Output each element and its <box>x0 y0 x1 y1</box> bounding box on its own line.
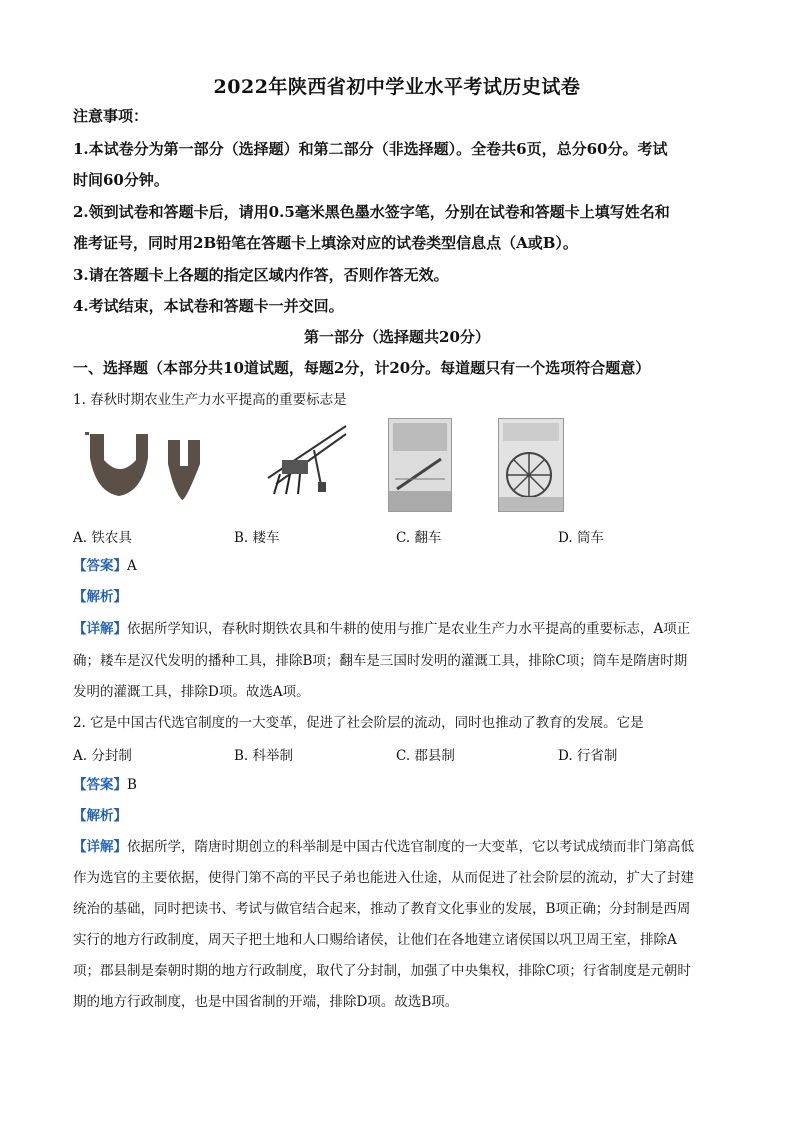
q2-analysis <box>73 806 723 826</box>
notice-line-2: 时间60分钟。 <box>73 171 169 189</box>
q2-detail-line-5: 项；郡县制是秦朝时期的地方行政制度，取代了分封制，加强了中央集权，排除C项；行省制度是元朝时 <box>73 963 691 979</box>
q1-option-a: A. 铁农具 <box>73 530 132 546</box>
section-title: 一、选择题（本部分共10道试题，每题2分，计20分。每道题只有一个选项符合题意） <box>73 359 651 377</box>
notice-line-5: 3.请在答题卡上各题的指定区域内作答，否则作答无效。 <box>73 266 449 284</box>
page-title: 2022年陕西省初中学业水平考试历史试卷 <box>213 76 581 98</box>
notice-line-6: 4.考试结束，本试卷和答题卡一并交回。 <box>73 297 344 315</box>
q1-detail-label: 【详解】 <box>73 621 127 637</box>
water-wheel-image <box>498 418 564 512</box>
q2-answer <box>73 775 723 795</box>
part-title: 第一部分（选择题共20分） <box>304 328 490 346</box>
q2-detail-line-4: 实行的地方行政制度，周天子把土地和人口赐给诸侯，让他们在各地建立诸侯国以巩卫周王室，排除A <box>73 932 677 948</box>
q1-answer <box>73 556 723 576</box>
q1-answer-value: A <box>127 558 137 574</box>
iron-tools-image <box>82 430 222 500</box>
q2-detail-line-6: 期的地方行政制度，也是中国省制的开端，排除D项。故选B项。 <box>73 994 459 1010</box>
q1-analysis-label: 【解析】 <box>73 589 127 605</box>
q1-option-b: B. 耧车 <box>234 530 280 546</box>
q1-option-d: D. 筒车 <box>558 530 604 546</box>
q2-detail-label: 【详解】 <box>73 839 127 855</box>
q2-stem: 2. 它是中国古代选官制度的一大变革，促进了社会阶层的流动，同时也推动了教育的发展。它是 <box>73 715 644 731</box>
seed-drill-image <box>258 420 350 500</box>
q2-detail-line-2: 作为选官的主要依据，使得门第不高的平民子弟也能进入仕途，从而促进了社会阶层的流动，扩大了封建 <box>73 870 694 886</box>
q1-detail-line-2: 确；耧车是汉代发明的播种工具，排除B项；翻车是三国时发明的灌溉工具，排除C项；筒车是隋唐时期 <box>73 653 688 669</box>
q2-answer-label: 【答案】 <box>73 777 127 793</box>
q1-option-c: C. 翻车 <box>396 530 442 546</box>
water-lift-image <box>388 418 452 512</box>
q1-detail-text-1: 依据所学知识，春秋时期铁农具和牛耕的使用与推广是农业生产力水平提高的重要标志，A项正 <box>127 621 691 637</box>
q2-option-c: C. 郡县制 <box>396 748 455 764</box>
q2-detail-line-3: 统治的基础，同时把读书、考试与做官结合起来，推动了教育文化事业的发展，B项正确；分封制是西周 <box>73 901 691 917</box>
notice-heading: 注意事项： <box>73 107 149 125</box>
q1-stem: 1. 春秋时期农业生产力水平提高的重要标志是 <box>73 392 347 408</box>
q2-detail-line-1 <box>73 837 723 857</box>
q2-option-d: D. 行省制 <box>558 748 618 764</box>
q1-answer-label: 【答案】 <box>73 558 127 574</box>
q2-option-b: B. 科举制 <box>234 748 294 764</box>
notice-line-3: 2.领到试卷和答题卡后，请用0.5毫米黑色墨水签字笔，分别在试卷和答题卡上填写姓名和 <box>73 203 670 221</box>
q2-detail-text-1: 依据所学，隋唐时期创立的科举制是中国古代选官制度的一大变革，它以考试成绩而非门第高低 <box>127 839 694 855</box>
q1-detail-line-1 <box>73 619 723 639</box>
notice-line-1: 1.本试卷分为第一部分（选择题）和第二部分（非选择题）。全卷共6页，总分60分。考试 <box>73 140 668 158</box>
q2-answer-value: B <box>127 777 137 793</box>
notice-line-4: 准考证号，同时用2B铅笔在答题卡上填涂对应的试卷类型信息点（A或B）。 <box>73 234 578 252</box>
q1-detail-line-3: 发明的灌溉工具，排除D项。故选A项。 <box>73 684 310 700</box>
q2-option-a: A. 分封制 <box>73 748 132 764</box>
q2-analysis-label: 【解析】 <box>73 808 127 824</box>
q1-analysis <box>73 587 723 607</box>
